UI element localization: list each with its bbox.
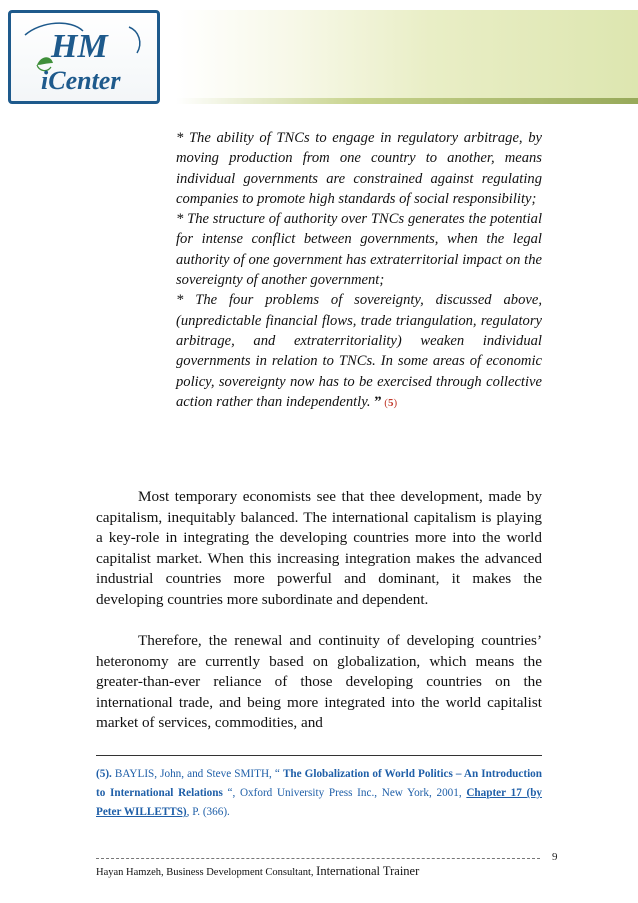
footnote-chapter-link[interactable]: Chapter 17 (by Peter WILLETTS) xyxy=(96,787,543,818)
footnote-number: (5). xyxy=(96,768,112,780)
reference-marker xyxy=(382,397,398,409)
header-band xyxy=(176,10,638,104)
reference-number: 5 xyxy=(387,396,394,409)
footer-divider xyxy=(96,858,540,859)
reference-open: ( xyxy=(381,396,388,409)
quote-paragraph xyxy=(176,290,542,413)
footnote-publisher: “, Oxford University Press Inc., New York, 2001, xyxy=(222,787,467,799)
closing-quote-mark: ” xyxy=(370,393,382,410)
footer-text xyxy=(96,864,419,879)
quote-paragraph: * The ability of TNCs to engage in regulatory arbitrage, by moving production from one country to another, means individual governments are constrained against regulating companies to promote high standards of social responsibility; xyxy=(176,130,542,207)
footnote-page: , P. (366). xyxy=(186,806,230,818)
quote-text: * The four problems of sovereignty, discussed above, (unpredictable financial flows, trade triangulation, regulatory arbitrage, and extraterritoriality) weaken individual governments in relation to TNCs. In some areas of economic policy, sovereignty now has to be exercised through collective action rather than independently. xyxy=(176,292,542,410)
logo xyxy=(8,10,160,104)
logo-line2: iCenter xyxy=(41,66,121,95)
paragraph-text: Most temporary economists see that thee development, made by capitalism, inequitably balanced. The international capitalism is playing a key-role in integrating the developing countries more into the world capitalist market. When this increasing integration makes the advanced industrial countries more powerful and dominant, it makes the developing countries more subordinate and dependent. xyxy=(96,488,542,608)
footer-author: Hayan Hamzeh, Business Development Consultant, xyxy=(96,867,317,878)
header-accent-line xyxy=(176,98,638,104)
logo-line1: HM xyxy=(51,28,108,65)
page-number: 9 xyxy=(552,851,558,863)
body-paragraph-1 xyxy=(96,487,542,611)
footnote xyxy=(96,765,542,822)
footer-role: International Trainer xyxy=(316,864,420,878)
footnote-book-title: The Globalization of World Politics – An Introduction to International Relations xyxy=(96,768,542,799)
quote-paragraph: * The structure of authority over TNCs generates the potential for intense conflict between governments, when the legal authority of one government has extraterritorial impact on the sovereignty of another government; xyxy=(176,211,542,289)
logo-graphic xyxy=(11,13,157,101)
quote-block xyxy=(176,128,542,413)
paragraph-text: Therefore, the renewal and continuity of developing countries’ heteronomy are currently based on globalization, which means the greater-than-ever reliance of those developing countries on the international trade, and being more integrated into the world capitalist market of services, commodities, and xyxy=(96,632,542,732)
reference-close: ) xyxy=(393,396,398,409)
footnote-authors: BAYLIS, John, and Steve SMITH, “ xyxy=(111,768,283,780)
body-paragraph-2 xyxy=(96,631,542,734)
footnote-divider xyxy=(96,755,542,756)
